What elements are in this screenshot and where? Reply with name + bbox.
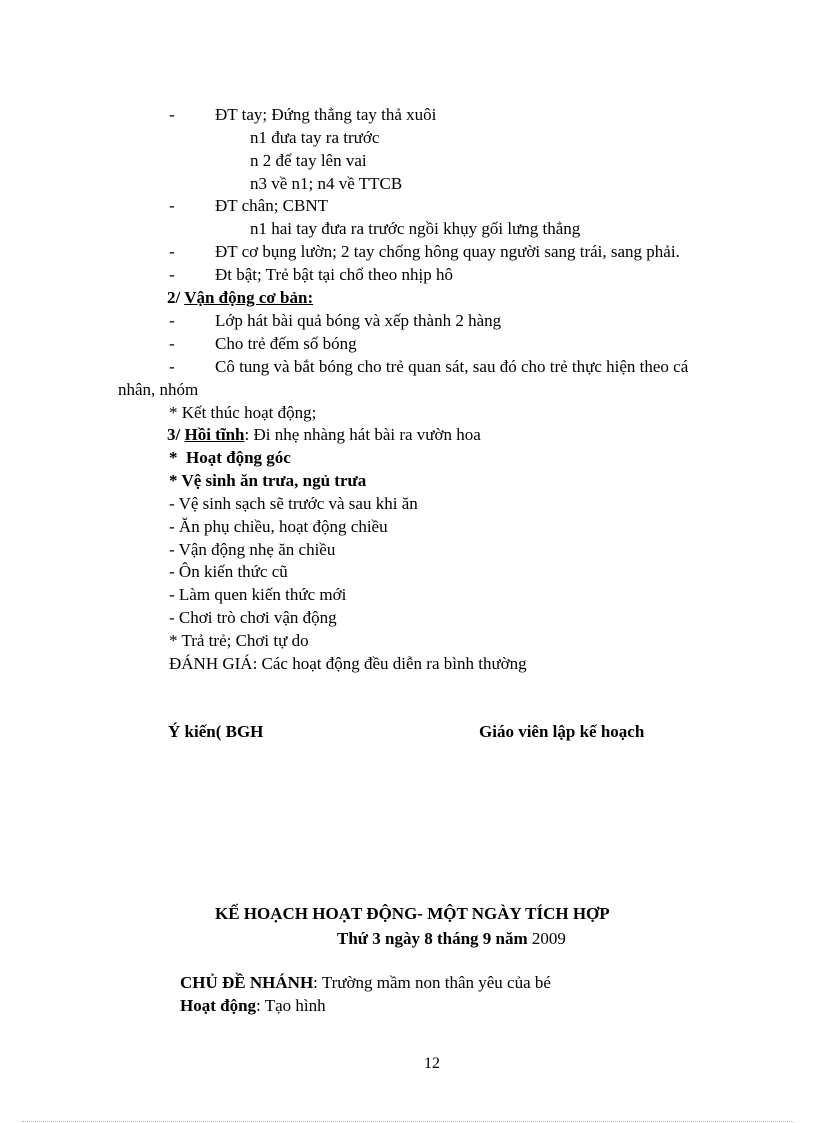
- bullet: -: [169, 196, 175, 215]
- jump-exercise: Đt bật; Trẻ bật tại chổ theo nhịp hô: [215, 265, 453, 284]
- arm-step: n 2 để tay lên vai: [250, 151, 367, 170]
- plan-date-year: 2009: [527, 929, 566, 948]
- corner-activity: [169, 448, 291, 468]
- branch-topic-value: : Trường mầm non thân yêu của bé: [313, 973, 551, 992]
- hygiene-item: - Ăn phụ chiều, hoạt động chiều: [169, 517, 388, 536]
- leg-exercise: ĐT chân; CBNT: [215, 196, 329, 215]
- section-title: Vận động cơ bản:: [184, 288, 314, 307]
- evaluation: ĐÁNH GIÁ: Các hoạt động đều diễn ra bình thường: [169, 654, 527, 673]
- bullet: -: [169, 265, 175, 284]
- bullet: -: [169, 311, 175, 330]
- page-bottom-divider: [22, 1121, 794, 1122]
- star: *: [169, 448, 178, 467]
- signature-left: Ý kiến( BGH: [168, 722, 264, 741]
- calm-text: : Đi nhẹ nhàng hát bài ra vườn hoa: [244, 425, 481, 444]
- end-activity: * Kết thúc hoạt động;: [169, 403, 317, 422]
- bullet: -: [169, 357, 175, 376]
- hygiene-item: - Làm quen kiến thức mới: [169, 585, 347, 604]
- hygiene-heading: * Vệ sinh ăn trưa, ngủ trưa: [169, 471, 367, 490]
- hygiene-item: - Ôn kiến thức cũ: [169, 562, 288, 581]
- plan-title: KẾ HOẠCH HOẠT ĐỘNG- MỘT NGÀY TÍCH HỢP: [215, 904, 610, 923]
- free-play: * Trả trẻ; Chơi tự do: [169, 631, 309, 650]
- activity: [180, 996, 326, 1016]
- plan-date: [337, 929, 566, 949]
- corner-activity-label: Hoạt động góc: [186, 448, 291, 467]
- section-number: 3/: [167, 425, 181, 444]
- basic-movement-item: Lớp hát bài quả bóng và xếp thành 2 hàng: [215, 311, 502, 330]
- activity-label: Hoạt động: [180, 996, 257, 1015]
- basic-movement-item: Cho trẻ đếm số bóng: [215, 334, 357, 353]
- basic-movement-continuation: nhân, nhóm: [118, 380, 199, 399]
- section-number: 2/: [167, 288, 181, 307]
- arm-exercise: ĐT tay; Đứng thẳng tay thả xuôi: [215, 105, 437, 124]
- activity-value: : Tạo hình: [256, 996, 326, 1015]
- leg-step: n1 hai tay đưa ra trước ngồi khụy gối lưng thẳng: [250, 219, 581, 238]
- bullet: -: [169, 334, 175, 353]
- hygiene-item: - Vệ sinh sạch sẽ trước và sau khi ăn: [169, 494, 418, 513]
- page-number: 12: [424, 1055, 440, 1072]
- plan-date-text: Thứ 3 ngày 8 tháng 9 năm: [337, 929, 528, 948]
- arm-step: n1 đưa tay ra trước: [250, 128, 380, 147]
- basic-movement-heading: [167, 288, 313, 308]
- signature-right: Giáo viên lập kế hoạch: [479, 722, 645, 741]
- abdomen-exercise: ĐT cơ bụng lườn; 2 tay chống hông quay người sang trái, sang phải.: [215, 242, 680, 261]
- branch-topic-label: CHỦ ĐỀ NHÁNH: [180, 973, 314, 992]
- basic-movement-item: Cô tung và bắt bóng cho trẻ quan sát, sau đó cho trẻ thực hiện theo cá: [215, 357, 689, 376]
- calm-line: [167, 425, 481, 445]
- section-title: Hồi tĩnh: [184, 425, 245, 444]
- hygiene-item: - Chơi trò chơi vận động: [169, 608, 337, 627]
- bullet: -: [169, 105, 175, 124]
- arm-step: n3 về n1; n4 về TTCB: [250, 174, 403, 193]
- bullet: -: [169, 242, 175, 261]
- branch-topic: [180, 973, 551, 993]
- hygiene-item: - Vận động nhẹ ăn chiều: [169, 540, 336, 559]
